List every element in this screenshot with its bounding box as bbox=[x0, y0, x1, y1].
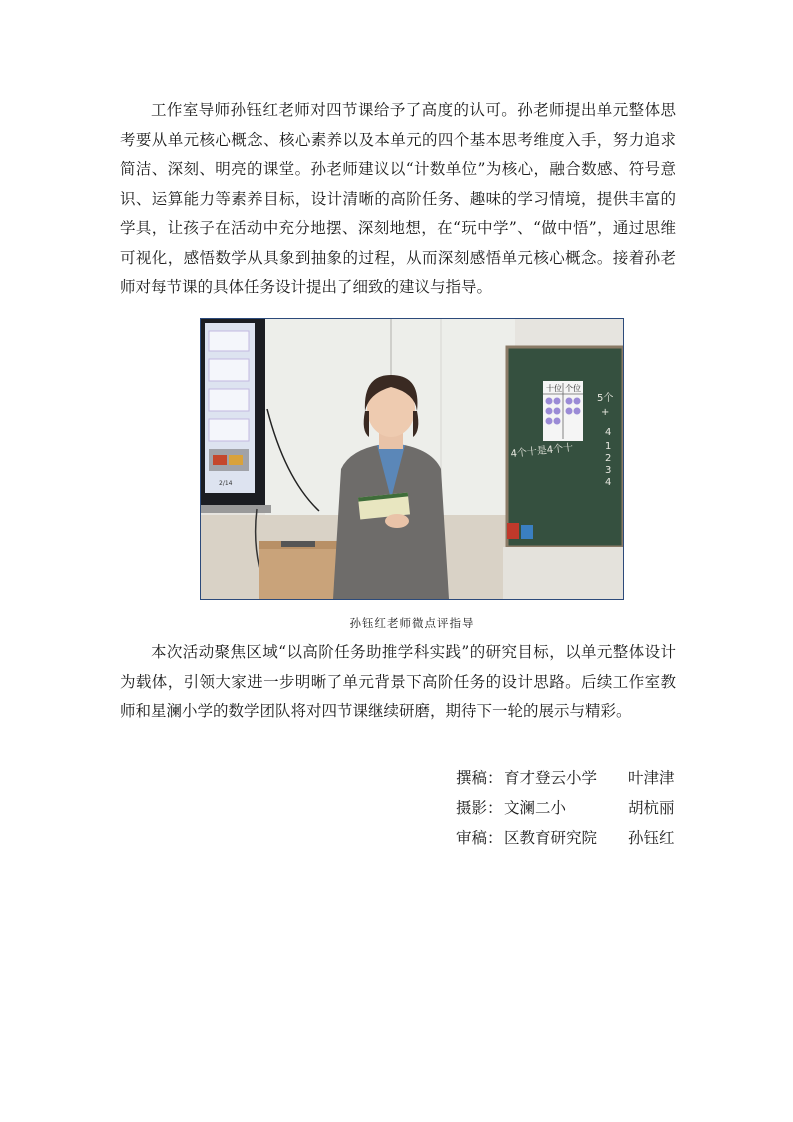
credit-name: 叶津津 bbox=[628, 769, 675, 787]
paragraph-2: 本次活动聚焦区域“以高阶任务助推学科实践”的研究目标，以单元整体设计为载体，引领大家进一步明晰了单元背景下高阶任务的设计思路。后续工作室教师和星澜小学的数学团队将对四节课继续研磨，期待下一轮的展示与精彩。 bbox=[120, 643, 676, 720]
credit-label: 审稿： bbox=[456, 829, 503, 847]
board-chalk-text: 4个十是4个十 bbox=[510, 442, 574, 460]
board-header-ones: 个位 bbox=[565, 384, 581, 393]
board-number-3: 4 bbox=[605, 427, 612, 438]
credit-photographer bbox=[456, 793, 696, 823]
photo-caption: 孙钰红老师微点评指导 bbox=[349, 616, 475, 630]
credit-org: 文澜二小 bbox=[504, 799, 567, 817]
credits bbox=[456, 763, 696, 853]
board-number-1: 5个 bbox=[597, 393, 614, 404]
board-number-2: + bbox=[601, 407, 610, 418]
credit-name: 胡杭丽 bbox=[628, 799, 675, 817]
classroom-photo bbox=[200, 318, 624, 600]
board-header-tens: 十位 bbox=[546, 384, 562, 393]
board-number-4: 1 bbox=[605, 441, 612, 452]
credit-org: 区教育研究院 bbox=[504, 829, 598, 847]
board-number-5: 2 bbox=[605, 453, 612, 464]
board-number-7: 4 bbox=[605, 477, 612, 488]
screen-page-indicator: 2/14 bbox=[219, 480, 233, 487]
credit-org: 育才登云小学 bbox=[504, 769, 598, 787]
board-number-6: 3 bbox=[605, 465, 612, 476]
credit-label: 摄影： bbox=[456, 799, 503, 817]
paragraph-1: 工作室导师孙钰红老师对四节课给予了高度的认可。孙老师提出单元整体思考要从单元核心概念、核心素养以及本单元的四个基本思考维度入手，努力追求简洁、深刻、明亮的课堂。孙老师建议以“计数单位”为核心，融合数感、符号意识、运算能力等素养目标，设计清晰的高阶任务、趣味的学习情境，提供丰富的学具，让孩子在活动中充分地摆、深刻地想，在“玩中学”、“做中悟”，通过思维可视化，感悟数学从具象到抽象的过程，从而深刻感悟单元核心概念。接着孙老师对每节课的具体任务设计提出了细致的建议与指导。 bbox=[120, 101, 676, 296]
credit-name: 孙钰红 bbox=[628, 829, 675, 847]
credit-reviewer bbox=[456, 823, 696, 853]
credit-label: 撰稿： bbox=[456, 769, 503, 787]
credit-writer bbox=[456, 763, 696, 793]
